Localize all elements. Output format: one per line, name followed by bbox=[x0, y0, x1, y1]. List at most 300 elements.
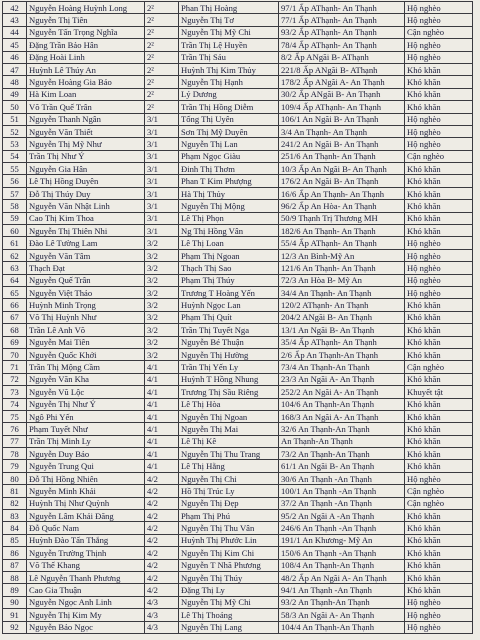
student-name-cell: Trần Thị Minh Ly bbox=[27, 435, 145, 447]
stt-cell: 46 bbox=[3, 51, 27, 63]
stt-cell: 54 bbox=[3, 150, 27, 162]
table-row bbox=[3, 423, 473, 435]
status-cell: Khó khăn bbox=[405, 299, 473, 311]
status-cell: Hộ nghèo bbox=[405, 138, 473, 150]
class-cell: 4/2 bbox=[145, 559, 179, 571]
class-cell: 2² bbox=[145, 101, 179, 113]
stt-cell: 48 bbox=[3, 76, 27, 88]
parent-name-cell: Hà Thị Thủy bbox=[179, 187, 279, 199]
stt-cell: 92 bbox=[3, 621, 27, 633]
class-cell: 2² bbox=[145, 2, 179, 14]
class-cell: 2² bbox=[145, 88, 179, 100]
table-row bbox=[3, 88, 473, 100]
stt-cell: 66 bbox=[3, 299, 27, 311]
parent-name-cell: Nguyễn Thị Mỹ Chi bbox=[179, 596, 279, 608]
table-row bbox=[3, 410, 473, 422]
address-cell: 178/2 Ấp ANgãi A- An Thạnh bbox=[279, 76, 405, 88]
parent-name-cell: Nguyễn Thị Kim Chi bbox=[179, 547, 279, 559]
parent-name-cell: Nguyễn Thị Mỹ Chi bbox=[179, 26, 279, 38]
stt-cell: 81 bbox=[3, 485, 27, 497]
student-name-cell: Võ Thế Khang bbox=[27, 559, 145, 571]
class-cell: 4/2 bbox=[145, 534, 179, 546]
class-cell: 4/1 bbox=[145, 361, 179, 373]
table-row bbox=[3, 14, 473, 26]
table-row bbox=[3, 609, 473, 621]
table-row bbox=[3, 547, 473, 559]
student-name-cell: Nguyễn Thị Như Ý bbox=[27, 398, 145, 410]
status-cell: Hộ nghèo bbox=[405, 609, 473, 621]
class-cell: 4/1 bbox=[145, 373, 179, 385]
status-cell: Hộ nghèo bbox=[405, 262, 473, 274]
parent-name-cell: Nguyễn Thị Mai bbox=[179, 423, 279, 435]
status-cell: Khó khăn bbox=[405, 76, 473, 88]
student-name-cell: Trần Thị Mộng Cầm bbox=[27, 361, 145, 373]
table-row bbox=[3, 200, 473, 212]
class-cell: 3/2 bbox=[145, 311, 179, 323]
student-name-cell: Nguyễn Thị Mỹ Như bbox=[27, 138, 145, 150]
table-row bbox=[3, 324, 473, 336]
stt-cell: 89 bbox=[3, 584, 27, 596]
address-cell: 251/6 An Thạnh- An Thạnh bbox=[279, 150, 405, 162]
status-cell: Hộ nghèo bbox=[405, 472, 473, 484]
stt-cell: 50 bbox=[3, 101, 27, 113]
student-name-cell: Nguyễn Trung Qui bbox=[27, 460, 145, 472]
status-cell: Cận nghèo bbox=[405, 26, 473, 38]
student-name-cell: Nguyễn Ngọc Anh Linh bbox=[27, 596, 145, 608]
parent-name-cell: Nguyễn Thị Thu Vân bbox=[179, 522, 279, 534]
class-cell: 4/2 bbox=[145, 485, 179, 497]
address-cell: 95/2 An Ngãi A -An Thạnh bbox=[279, 510, 405, 522]
stt-cell: 80 bbox=[3, 472, 27, 484]
stt-cell: 90 bbox=[3, 596, 27, 608]
student-name-cell: Nguyễn Quế Trân bbox=[27, 274, 145, 286]
address-cell: 182/6 An Thạnh- An Thạnh bbox=[279, 225, 405, 237]
class-cell: 4/1 bbox=[145, 448, 179, 460]
status-cell: Hộ nghèo bbox=[405, 274, 473, 286]
parent-name-cell: Huỳnh Thị Kim Thủy bbox=[179, 63, 279, 75]
stt-cell: 44 bbox=[3, 26, 27, 38]
student-name-cell: Nguyễn Thị Thiên Nhi bbox=[27, 225, 145, 237]
student-name-cell: Đặng Trần Bảo Hân bbox=[27, 39, 145, 51]
student-name-cell: Nguyễn Gia Hân bbox=[27, 163, 145, 175]
status-cell: Cận nghèo bbox=[405, 485, 473, 497]
address-cell: 94/1 An Thạnh -An Thạnh bbox=[279, 584, 405, 596]
table-row bbox=[3, 150, 473, 162]
student-name-cell: Nguyễn Văn Nhật Linh bbox=[27, 200, 145, 212]
class-cell: 2² bbox=[145, 26, 179, 38]
status-cell: Khó khăn bbox=[405, 584, 473, 596]
class-cell: 2² bbox=[145, 39, 179, 51]
parent-name-cell: Huỳnh T Hồng Nhung bbox=[179, 373, 279, 385]
address-cell: 168/3 An Ngãi A- An Thạnh bbox=[279, 410, 405, 422]
student-name-cell: Đỗ Thị Hồng Nhiên bbox=[27, 472, 145, 484]
student-name-cell: Cao Thị Kim Thoa bbox=[27, 212, 145, 224]
stt-cell: 64 bbox=[3, 274, 27, 286]
student-name-cell: Huỳnh Thị Như Quỳnh bbox=[27, 497, 145, 509]
address-cell: 23/3 An Ngãi A- An Thạnh bbox=[279, 373, 405, 385]
address-cell: 100/1 An Thạnh -An Thạnh bbox=[279, 485, 405, 497]
address-cell: 78/4 Ấp AThạnh- An Thạnh bbox=[279, 39, 405, 51]
address-cell: 30/2 Ấp ANgãi B- An Thạnh bbox=[279, 88, 405, 100]
student-name-cell: Nguyễn Hoàng Gia Bảo bbox=[27, 76, 145, 88]
table-row bbox=[3, 510, 473, 522]
address-cell: 108/4 An Thạnh-An Thạnh bbox=[279, 559, 405, 571]
parent-name-cell: Lê Thị Phọn bbox=[179, 212, 279, 224]
parent-name-cell: Nguyễn Thị Chi bbox=[179, 472, 279, 484]
address-cell: 104/4 An Thạnh-An Thạnh bbox=[279, 621, 405, 633]
stt-cell: 91 bbox=[3, 609, 27, 621]
table-row bbox=[3, 522, 473, 534]
status-cell: Khó khăn bbox=[405, 547, 473, 559]
class-cell: 4/1 bbox=[145, 435, 179, 447]
status-cell: Khó khăn bbox=[405, 423, 473, 435]
address-cell: 93/2 Ấp AThạnh- An Thạnh bbox=[279, 26, 405, 38]
class-cell: 4/3 bbox=[145, 609, 179, 621]
address-cell: 252/2 An Ngãi A- An Thạnh bbox=[279, 386, 405, 398]
student-name-cell: Cao Gia Thuận bbox=[27, 584, 145, 596]
student-name-cell: Nguyễn Tấn Trọng Nghĩa bbox=[27, 26, 145, 38]
table-row bbox=[3, 175, 473, 187]
address-cell: 13/1 An Ngãi B- An Thạnh bbox=[279, 324, 405, 336]
student-name-cell: Nguyễn Lâm Khải Đăng bbox=[27, 510, 145, 522]
parent-name-cell: Trần Thị Lệ Huyền bbox=[179, 39, 279, 51]
status-cell: Hộ nghèo bbox=[405, 14, 473, 26]
student-name-cell: Nguyễn Mai Tiên bbox=[27, 336, 145, 348]
address-cell: 3/4 An Thạnh- An Thạnh bbox=[279, 125, 405, 137]
table-row bbox=[3, 596, 473, 608]
status-cell: Khó khăn bbox=[405, 534, 473, 546]
address-cell: 246/6 An Thạnh -An Thạnh bbox=[279, 522, 405, 534]
table-row bbox=[3, 534, 473, 546]
stt-cell: 84 bbox=[3, 522, 27, 534]
table-row bbox=[3, 63, 473, 75]
class-cell: 3/1 bbox=[145, 212, 179, 224]
parent-name-cell: Trần Thị Yến Ly bbox=[179, 361, 279, 373]
parent-name-cell: Sơn Thị Mỹ Duyên bbox=[179, 125, 279, 137]
address-cell: 104/6 An Thạnh-An Thạnh bbox=[279, 398, 405, 410]
status-cell: Hộ nghèo bbox=[405, 286, 473, 298]
table-row bbox=[3, 26, 473, 38]
class-cell: 2² bbox=[145, 76, 179, 88]
table-row bbox=[3, 361, 473, 373]
class-cell: 3/1 bbox=[145, 200, 179, 212]
student-name-cell: Lê Nguyễn Thanh Phương bbox=[27, 571, 145, 583]
class-cell: 3/1 bbox=[145, 225, 179, 237]
stt-cell: 67 bbox=[3, 311, 27, 323]
class-cell: 4/3 bbox=[145, 621, 179, 633]
status-cell: Hộ nghèo bbox=[405, 39, 473, 51]
student-name-cell: Phạm Tuyết Như bbox=[27, 423, 145, 435]
class-cell: 4/1 bbox=[145, 398, 179, 410]
class-cell: 3/2 bbox=[145, 324, 179, 336]
parent-name-cell: Huỳnh Ngọc Lan bbox=[179, 299, 279, 311]
address-cell: 176/2 An Ngãi B- An Thạnh bbox=[279, 175, 405, 187]
table-row bbox=[3, 485, 473, 497]
status-cell: Khó khăn bbox=[405, 336, 473, 348]
stt-cell: 73 bbox=[3, 386, 27, 398]
student-name-cell: Nguyễn Thị Tiên bbox=[27, 14, 145, 26]
parent-name-cell: Lê Thị Loan bbox=[179, 237, 279, 249]
stt-cell: 76 bbox=[3, 423, 27, 435]
table-row bbox=[3, 460, 473, 472]
stt-cell: 79 bbox=[3, 460, 27, 472]
student-name-cell: Huỳnh Lê Thúy An bbox=[27, 63, 145, 75]
table-row bbox=[3, 249, 473, 261]
stt-cell: 59 bbox=[3, 212, 27, 224]
table-row bbox=[3, 348, 473, 360]
parent-name-cell: Nguyễn Thị Thu Trang bbox=[179, 448, 279, 460]
address-cell: 55/4 Ấp AThạnh- An Thạnh bbox=[279, 237, 405, 249]
student-name-cell: Nguyễn Thị Kim My bbox=[27, 609, 145, 621]
stt-cell: 42 bbox=[3, 2, 27, 14]
address-cell: 221/8 Ấp ANgãi B- AThạnh bbox=[279, 63, 405, 75]
stt-cell: 53 bbox=[3, 138, 27, 150]
stt-cell: 55 bbox=[3, 163, 27, 175]
stt-cell: 47 bbox=[3, 63, 27, 75]
stt-cell: 62 bbox=[3, 249, 27, 261]
address-cell: 2/6 Ấp An Thạnh-An Thạnh bbox=[279, 348, 405, 360]
student-name-cell: Ngô Phi Yến bbox=[27, 410, 145, 422]
class-cell: 3/1 bbox=[145, 125, 179, 137]
address-cell: 34/4 An Thạnh- An Thạnh bbox=[279, 286, 405, 298]
address-cell: 12/3 An Bình-Mỹ An bbox=[279, 249, 405, 261]
status-cell: Khó khăn bbox=[405, 88, 473, 100]
status-cell: Hộ nghèo bbox=[405, 51, 473, 63]
stt-cell: 75 bbox=[3, 410, 27, 422]
parent-name-cell: Phan Thị Hoàng bbox=[179, 2, 279, 14]
table-row bbox=[3, 373, 473, 385]
status-cell: Khó khăn bbox=[405, 324, 473, 336]
stt-cell: 58 bbox=[3, 200, 27, 212]
status-cell: Khó khăn bbox=[405, 200, 473, 212]
table-row bbox=[3, 559, 473, 571]
address-cell: 109/4 Ấp AThạnh- An Thạnh bbox=[279, 101, 405, 113]
address-cell: 150/6 An Thạnh -An Thạnh bbox=[279, 547, 405, 559]
table-row bbox=[3, 386, 473, 398]
stt-cell: 43 bbox=[3, 14, 27, 26]
status-cell: Khó khăn bbox=[405, 435, 473, 447]
table-row bbox=[3, 2, 473, 14]
address-cell: 10/3 Ấp An Ngãi B- An Thạnh bbox=[279, 163, 405, 175]
parent-name-cell: Nguyễn Thị Ngoan bbox=[179, 410, 279, 422]
stt-cell: 74 bbox=[3, 398, 27, 410]
class-cell: 4/2 bbox=[145, 522, 179, 534]
stt-cell: 71 bbox=[3, 361, 27, 373]
class-cell: 4/3 bbox=[145, 596, 179, 608]
stt-cell: 70 bbox=[3, 348, 27, 360]
class-cell: 3/1 bbox=[145, 187, 179, 199]
student-name-cell: Đỗ Thị Thúy Duy bbox=[27, 187, 145, 199]
address-cell: 97/1 Ấp AThạnh- An Thạnh bbox=[279, 2, 405, 14]
address-cell: 72/3 An Hòa B- Mỹ An bbox=[279, 274, 405, 286]
table-row bbox=[3, 584, 473, 596]
parent-name-cell: Nguyễn Thị Lan bbox=[179, 138, 279, 150]
status-cell: Hộ nghèo bbox=[405, 2, 473, 14]
table-row bbox=[3, 237, 473, 249]
table-row bbox=[3, 311, 473, 323]
stt-cell: 72 bbox=[3, 373, 27, 385]
table-row bbox=[3, 398, 473, 410]
address-cell: An Thạnh-An Thạnh bbox=[279, 435, 405, 447]
parent-name-cell: Nguyễn T Nhã Phương bbox=[179, 559, 279, 571]
parent-name-cell: Nguyễn Thị Lang bbox=[179, 621, 279, 633]
status-cell: Khó khăn bbox=[405, 311, 473, 323]
address-cell: 50/9 Thạnh Trị Thương MH bbox=[279, 212, 405, 224]
class-cell: 4/2 bbox=[145, 472, 179, 484]
parent-name-cell: Hồ Thị Trúc Ly bbox=[179, 485, 279, 497]
address-cell: 120/2 AThạnh- An Thạnh bbox=[279, 299, 405, 311]
table-row bbox=[3, 497, 473, 509]
status-cell: Cận nghèo bbox=[405, 361, 473, 373]
table-row bbox=[3, 435, 473, 447]
parent-name-cell: Nguyễn Thị Mộng bbox=[179, 200, 279, 212]
address-cell: 106/1 An Ngãi B- An Thạnh bbox=[279, 113, 405, 125]
parent-name-cell: Lê Thị Thoảng bbox=[179, 609, 279, 621]
status-cell: Khó khăn bbox=[405, 373, 473, 385]
stt-cell: 56 bbox=[3, 175, 27, 187]
stt-cell: 85 bbox=[3, 534, 27, 546]
status-cell: Hộ nghèo bbox=[405, 596, 473, 608]
student-name-cell: Võ Thị Huỳnh Như bbox=[27, 311, 145, 323]
parent-name-cell: Lê Thị Hòa bbox=[179, 398, 279, 410]
student-name-cell: Huỳnh Minh Trọng bbox=[27, 299, 145, 311]
parent-name-cell: Phạm Ngọc Giàu bbox=[179, 150, 279, 162]
student-name-cell: Nguyễn Minh Khải bbox=[27, 485, 145, 497]
address-cell: 77/1 Ấp AThạnh- An Thạnh bbox=[279, 14, 405, 26]
stt-cell: 60 bbox=[3, 225, 27, 237]
table-row bbox=[3, 101, 473, 113]
status-cell: Khó khăn bbox=[405, 225, 473, 237]
class-cell: 4/2 bbox=[145, 584, 179, 596]
status-cell: Khó khăn bbox=[405, 175, 473, 187]
table-row bbox=[3, 286, 473, 298]
status-cell: Khó khăn bbox=[405, 63, 473, 75]
table-row bbox=[3, 571, 473, 583]
table-row bbox=[3, 163, 473, 175]
stt-cell: 61 bbox=[3, 237, 27, 249]
student-name-cell: Đỗ Quốc Nam bbox=[27, 522, 145, 534]
status-cell: Khó khăn bbox=[405, 187, 473, 199]
status-cell: Cận nghèo bbox=[405, 497, 473, 509]
class-cell: 2² bbox=[145, 14, 179, 26]
table-row bbox=[3, 336, 473, 348]
student-name-cell: Nguyễn Hoàng Huỳnh Long bbox=[27, 2, 145, 14]
stt-cell: 52 bbox=[3, 125, 27, 137]
parent-name-cell: Trương T Hoàng Yến bbox=[179, 286, 279, 298]
stt-cell: 68 bbox=[3, 324, 27, 336]
status-cell: Khó khăn bbox=[405, 212, 473, 224]
status-cell: Khó khăn bbox=[405, 410, 473, 422]
address-cell: 121/6 An Thạnh- An Thạnh bbox=[279, 262, 405, 274]
parent-name-cell: Tống Thị Uyên bbox=[179, 113, 279, 125]
student-name-cell: Huỳnh Đào Tấn Thắng bbox=[27, 534, 145, 546]
parent-name-cell: Phạm Thị Thúy bbox=[179, 274, 279, 286]
parent-name-cell: Trần Thị Tuyết Nga bbox=[179, 324, 279, 336]
table-row bbox=[3, 212, 473, 224]
class-cell: 4/1 bbox=[145, 410, 179, 422]
student-name-cell: Nguyễn Việt Thảo bbox=[27, 286, 145, 298]
table-body bbox=[3, 2, 473, 634]
stt-cell: 77 bbox=[3, 435, 27, 447]
status-cell: Khó khăn bbox=[405, 571, 473, 583]
table-row bbox=[3, 225, 473, 237]
stt-cell: 88 bbox=[3, 571, 27, 583]
status-cell: Hộ nghèo bbox=[405, 621, 473, 633]
parent-name-cell: Lê Thị Hằng bbox=[179, 460, 279, 472]
student-name-cell: Thạch Đạt bbox=[27, 262, 145, 274]
class-cell: 3/1 bbox=[145, 113, 179, 125]
table-row bbox=[3, 113, 473, 125]
parent-name-cell: Nguyễn Thị Hạnh bbox=[179, 76, 279, 88]
class-cell: 4/2 bbox=[145, 497, 179, 509]
table-row bbox=[3, 448, 473, 460]
student-name-cell: Trần Lê Anh Võ bbox=[27, 324, 145, 336]
stt-cell: 45 bbox=[3, 39, 27, 51]
parent-name-cell: Nguyễn Thị Tơ bbox=[179, 14, 279, 26]
student-name-cell: Nguyễn Duy Bảo bbox=[27, 448, 145, 460]
parent-name-cell: Trương Thị Sầu Riêng bbox=[179, 386, 279, 398]
parent-name-cell: Nguyễn Thị Thúy bbox=[179, 571, 279, 583]
status-cell: Khuyết tật bbox=[405, 386, 473, 398]
status-cell: Hộ nghèo bbox=[405, 113, 473, 125]
address-cell: 191/1 An Khương- Mỹ An bbox=[279, 534, 405, 546]
address-cell: 8/2 Ấp ANgãi B- AThạnh bbox=[279, 51, 405, 63]
table-row bbox=[3, 274, 473, 286]
student-name-cell: Đào Lê Tường Lam bbox=[27, 237, 145, 249]
table-row bbox=[3, 125, 473, 137]
class-cell: 3/2 bbox=[145, 262, 179, 274]
student-list-table bbox=[2, 1, 473, 634]
status-cell: Khó khăn bbox=[405, 448, 473, 460]
student-name-cell: Trần Thị Như Ý bbox=[27, 150, 145, 162]
table-row bbox=[3, 299, 473, 311]
class-cell: 3/2 bbox=[145, 286, 179, 298]
status-cell: Khó khăn bbox=[405, 559, 473, 571]
student-name-cell: Nguyễn Vũ Lộc bbox=[27, 386, 145, 398]
address-cell: 37/2 An Thạnh -An Thạnh bbox=[279, 497, 405, 509]
student-name-cell: Võ Trần Quế Trân bbox=[27, 101, 145, 113]
address-cell: 61/1 An Ngãi B- An Thạnh bbox=[279, 460, 405, 472]
class-cell: 3/2 bbox=[145, 237, 179, 249]
stt-cell: 57 bbox=[3, 187, 27, 199]
parent-name-cell: Nguyễn Thị Hường bbox=[179, 348, 279, 360]
parent-name-cell: Phạm Thị Phú bbox=[179, 510, 279, 522]
status-cell: Khó khăn bbox=[405, 101, 473, 113]
stt-cell: 51 bbox=[3, 113, 27, 125]
student-name-cell: Nguyễn Văn Thiết bbox=[27, 125, 145, 137]
stt-cell: 65 bbox=[3, 286, 27, 298]
class-cell: 3/2 bbox=[145, 249, 179, 261]
class-cell: 3/2 bbox=[145, 348, 179, 360]
stt-cell: 69 bbox=[3, 336, 27, 348]
parent-name-cell: Phạm Thị Ngoan bbox=[179, 249, 279, 261]
stt-cell: 49 bbox=[3, 88, 27, 100]
parent-name-cell: Phan T Kim Phượng bbox=[179, 175, 279, 187]
status-cell: Hộ nghèo bbox=[405, 237, 473, 249]
address-cell: 58/3 An Ngãi A- An Thạnh bbox=[279, 609, 405, 621]
status-cell: Khó khăn bbox=[405, 460, 473, 472]
status-cell: Hộ nghèo bbox=[405, 125, 473, 137]
student-name-cell: Nguyễn Thanh Ngân bbox=[27, 113, 145, 125]
class-cell: 4/1 bbox=[145, 460, 179, 472]
parent-name-cell: Lê Thị Kê bbox=[179, 435, 279, 447]
stt-cell: 78 bbox=[3, 448, 27, 460]
address-cell: 93/2 An Thạnh-An Thạnh bbox=[279, 596, 405, 608]
table-row bbox=[3, 262, 473, 274]
table-row bbox=[3, 51, 473, 63]
parent-name-cell: Huỳnh Thị Phước Lin bbox=[179, 534, 279, 546]
class-cell: 4/2 bbox=[145, 510, 179, 522]
